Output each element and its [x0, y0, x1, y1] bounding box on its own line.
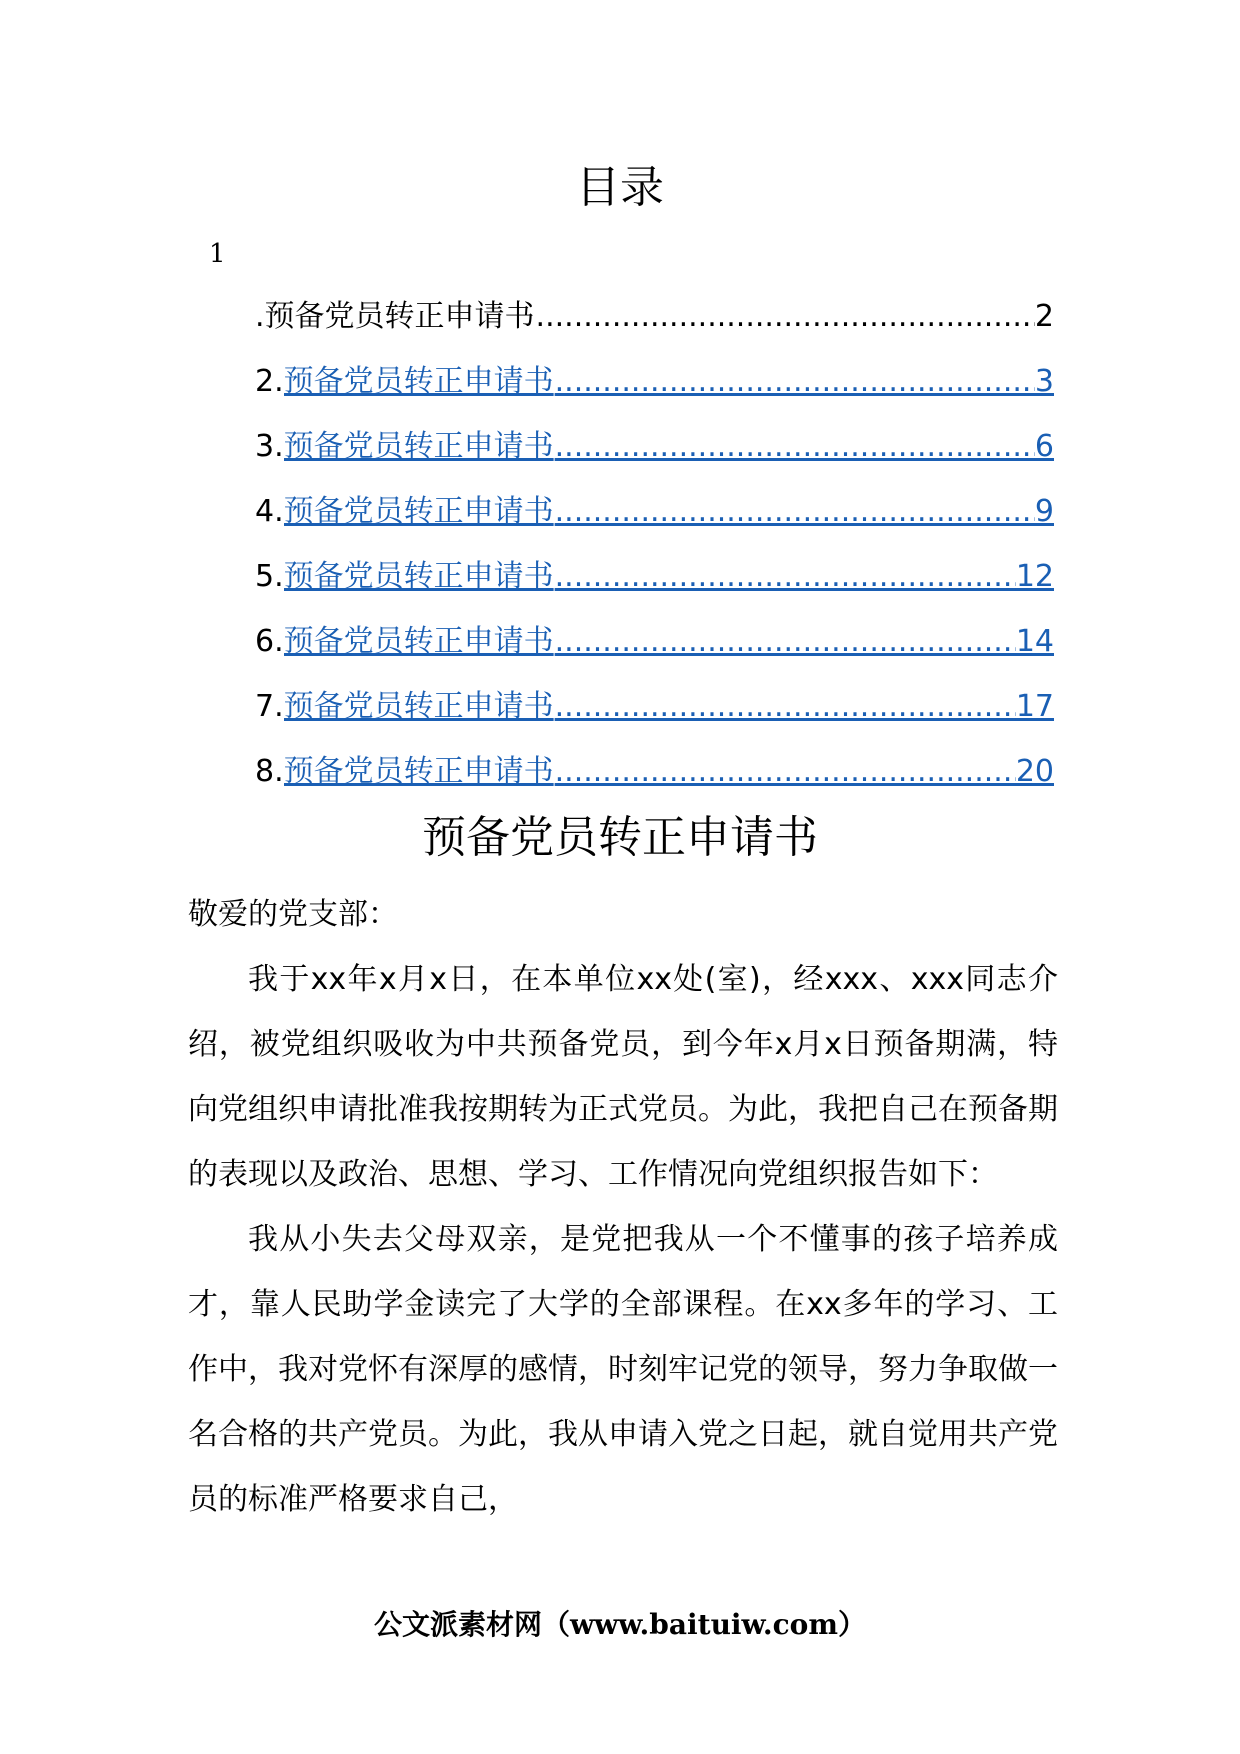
toc-entry-6: [255, 621, 1054, 686]
toc-entry-number: 2.: [255, 364, 284, 399]
toc-entry-4: [255, 491, 1054, 556]
toc-entry-label: 预备党员转正申请书: [283, 689, 554, 724]
toc-dot-leader: [554, 556, 1016, 598]
toc-entry-page: 2: [1034, 299, 1054, 334]
toc-entry-page: 14: [1015, 624, 1054, 659]
toc-entry-1: [255, 296, 1054, 361]
table-of-contents: [255, 296, 1054, 816]
toc-title: 目录: [576, 162, 664, 213]
footer-watermark: 公文派素材网（www.baituiw.com）: [374, 1608, 866, 1641]
toc-dot-leader: [554, 751, 1016, 793]
toc-entry-label: 预备党员转正申请书: [283, 429, 554, 464]
toc-entry-label: .预备党员转正申请书: [255, 299, 535, 334]
body-paragraph: 我于xx年x月x日，在本单位xx处(室)，经xxx、xxx同志介绍，被党组织吸收为中共预备党员，到今年x月x日预备期满，特向党组织申请批准我按期转为正式党员。为此，我把自己在预备期的表现以及政治、思想、学习、工作情况向党组织报告如下：: [188, 962, 1058, 1192]
toc-dot-leader: [554, 426, 1035, 468]
toc-entry-link[interactable]: [284, 686, 1054, 728]
toc-entry-page: 3: [1034, 364, 1054, 399]
toc-entry-7: [255, 686, 1054, 751]
toc-entry-page: 6: [1034, 429, 1054, 464]
toc-entry-link[interactable]: [284, 361, 1054, 403]
toc-entry-page: 12: [1015, 559, 1054, 594]
toc-entry-number: 7.: [255, 689, 284, 724]
toc-dot-leader: [535, 296, 1035, 338]
toc-entry-label: 预备党员转正申请书: [283, 624, 554, 659]
toc-entry-3: [255, 426, 1054, 491]
toc-entry-label: 预备党员转正申请书: [283, 494, 554, 529]
toc-entry-8: [255, 751, 1054, 816]
toc-entry-link[interactable]: [284, 556, 1054, 598]
toc-entry-link[interactable]: [284, 426, 1054, 468]
toc-entry-number: 3.: [255, 429, 284, 464]
toc-dot-leader: [554, 686, 1016, 728]
toc-entry-number: 6.: [255, 624, 284, 659]
toc-entry-link[interactable]: [255, 296, 1054, 338]
toc-entry-2: [255, 361, 1054, 426]
toc-dot-leader: [554, 361, 1035, 403]
toc-entry-page: 9: [1034, 494, 1054, 529]
toc-entry-link[interactable]: [284, 621, 1054, 663]
page-marker: 1: [209, 239, 226, 269]
toc-entry-5: [255, 556, 1054, 621]
toc-entry-label: 预备党员转正申请书: [283, 559, 554, 594]
document-body: [188, 882, 1058, 1532]
toc-dot-leader: [554, 621, 1016, 663]
toc-entry-label: 预备党员转正申请书: [283, 364, 554, 399]
toc-dot-leader: [554, 491, 1035, 533]
toc-entry-link[interactable]: [284, 491, 1054, 533]
toc-entry-label: 预备党员转正申请书: [283, 754, 554, 789]
toc-entry-page: 17: [1015, 689, 1054, 724]
document-title: 预备党员转正申请书: [422, 812, 818, 863]
body-paragraph: 我从小失去父母双亲，是党把我从一个不懂事的孩子培养成才，靠人民助学金读完了大学的全部课程。在xx多年的学习、工作中，我对党怀有深厚的感情，时刻牢记党的领导，努力争取做一名合格的共产党员。为此，我从申请入党之日起，就自觉用共产党员的标准严格要求自己，: [188, 1222, 1058, 1517]
toc-entry-number: 4.: [255, 494, 284, 529]
toc-entry-number: 5.: [255, 559, 284, 594]
salutation: 敬爱的党支部：: [188, 897, 398, 932]
toc-entry-number: 8.: [255, 754, 284, 789]
toc-entry-page: 20: [1015, 754, 1054, 789]
toc-entry-link[interactable]: [284, 751, 1054, 793]
